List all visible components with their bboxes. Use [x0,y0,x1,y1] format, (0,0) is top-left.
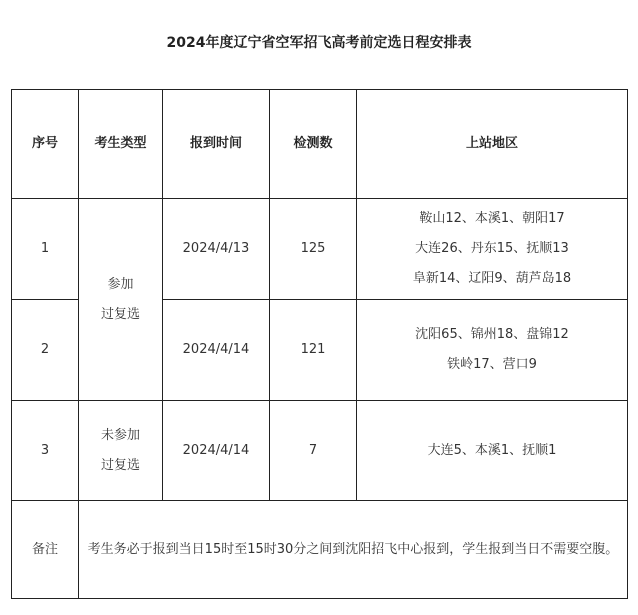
type-line: 过复选 [100,457,140,473]
type-cell-reviewed [79,199,163,401]
region-line: 阜新14、辽阳9、葫芦岛18 [412,271,572,286]
header-count: 检测数 [270,90,357,199]
row-date: 2024/4/13 [163,199,270,300]
table-header-row [12,90,628,199]
row-date: 2024/4/14 [163,401,270,501]
table-row [12,401,628,501]
row-regions [357,300,628,401]
row-index: 2 [12,300,79,401]
region-line: 大连26、丹东15、抚顺13 [415,241,569,256]
type-line: 过复选 [100,306,140,322]
row-count: 125 [270,199,357,300]
row-count: 7 [270,401,357,501]
type-line: 参加 [107,276,134,292]
note-text: 考生务必于报到当日15时至15时30分之间到沈阳招飞中心报到，学生报到当日不需要空腹。 [79,501,628,599]
type-line: 未参加 [100,427,140,443]
note-label: 备注 [12,501,79,599]
schedule-table [11,89,628,599]
table-row [12,199,628,300]
note-row [12,501,628,599]
row-index: 3 [12,401,79,501]
region-line: 沈阳65、锦州18、盘锦12 [415,327,569,342]
row-regions [357,199,628,300]
page-title: 2024年度辽宁省空军招飞高考前定选日程安排表 [166,35,472,51]
header-type: 考生类型 [79,90,163,199]
header-index: 序号 [12,90,79,199]
header-date: 报到时间 [163,90,270,199]
row-count: 121 [270,300,357,401]
region-line: 大连5、本溪1、抚顺1 [427,442,557,458]
row-regions [357,401,628,501]
header-regions: 上站地区 [357,90,628,199]
region-line: 鞍山12、本溪1、朝阳17 [419,211,565,226]
region-line: 铁岭17、营口9 [447,357,537,372]
type-cell-not-reviewed [79,401,163,501]
row-date: 2024/4/14 [163,300,270,401]
row-index: 1 [12,199,79,300]
